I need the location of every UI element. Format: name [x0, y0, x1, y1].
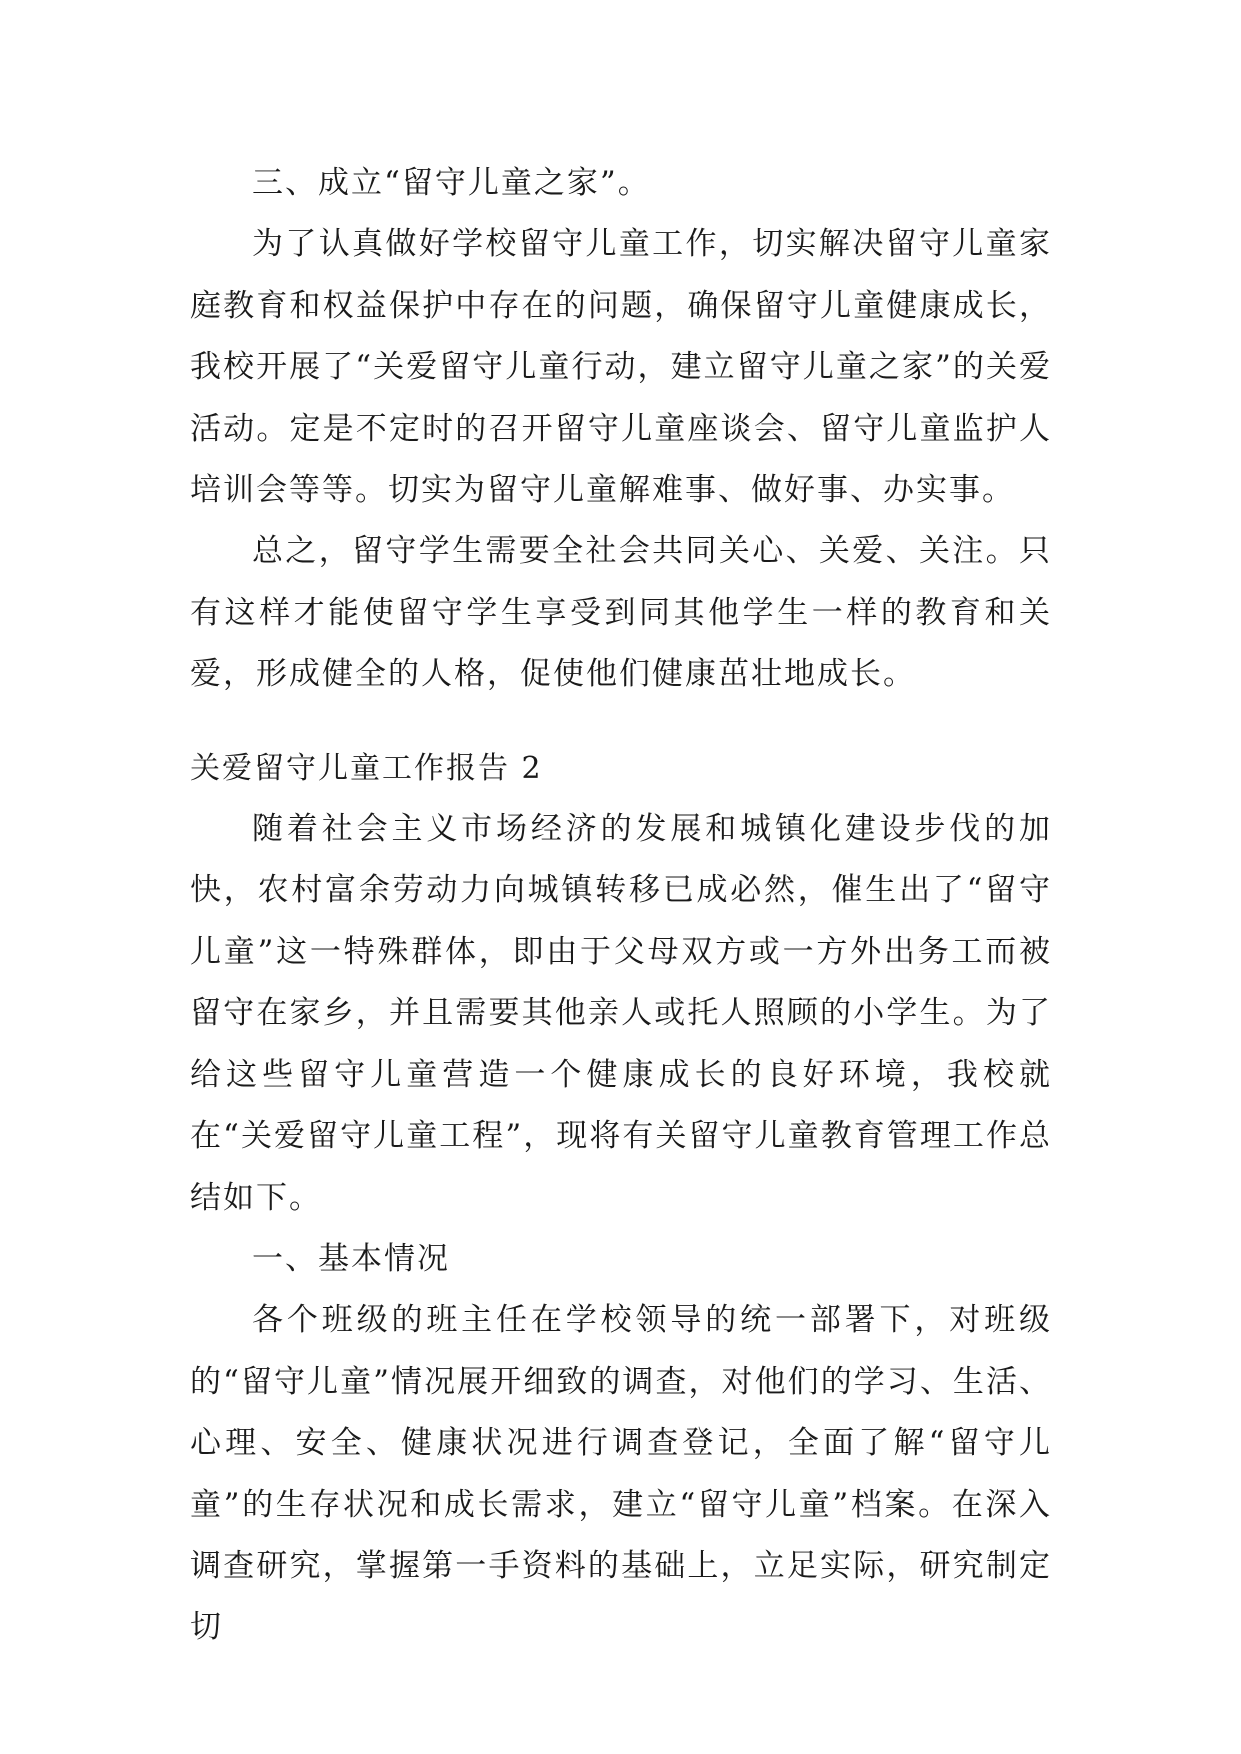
section-gap — [190, 706, 1052, 738]
paragraph-children-home: 为了认真做好学校留守儿童工作，切实解决留守儿童家庭教育和权益保护中存在的问题，确保留守儿童健康成长，我校开展了“关爱留守儿童行动，建立留守儿童之家”的关爱活动。定是不定时的召开留守儿童座谈会、留守儿童监护人培训会等等。切实为留守儿童解难事、做好事、办实事。 — [190, 226, 1052, 509]
section-heading-3: 三、成立“留守儿童之家”。 — [252, 165, 651, 201]
report-title: 关爱留守儿童工作报告 2 — [190, 750, 543, 786]
section-heading-1: 一、基本情况 — [252, 1240, 450, 1277]
paragraph-introduction: 随着社会主义市场经济的发展和城镇化建设步伐的加快，农村富余劳动力向城镇转移已成必然，催生出了“留守儿童”这一特殊群体，即由于父母双方或一方外出务工而被留守在家乡，并且需要其他亲人或托人照顾的小学生。为了给这些留守儿童营造一个健康成长的良好环境，我校就在“关爱留守儿童工程”，现将有关留守儿童教育管理工作总结如下。 — [190, 811, 1052, 1216]
paragraph-conclusion: 总之，留守学生需要全社会共同关心、关爱、关注。只有这样才能使留守学生享受到同其他学生一样的教育和关爱，形成健全的人格，促使他们健康茁壮地成长。 — [190, 533, 1052, 693]
paragraph-basic-situation: 各个班级的班主任在学校领导的统一部署下，对班级的“留守儿童”情况展开细致的调查，对他们的学习、生活、心理、安全、健康状况进行调查登记，全面了解“留守儿童”的生存状况和成长需求，建立“留守儿童”档案。在深入调查研究，掌握第一手资料的基础上，立足实际，研究制定切 — [190, 1302, 1052, 1646]
document-body — [190, 153, 1052, 1659]
